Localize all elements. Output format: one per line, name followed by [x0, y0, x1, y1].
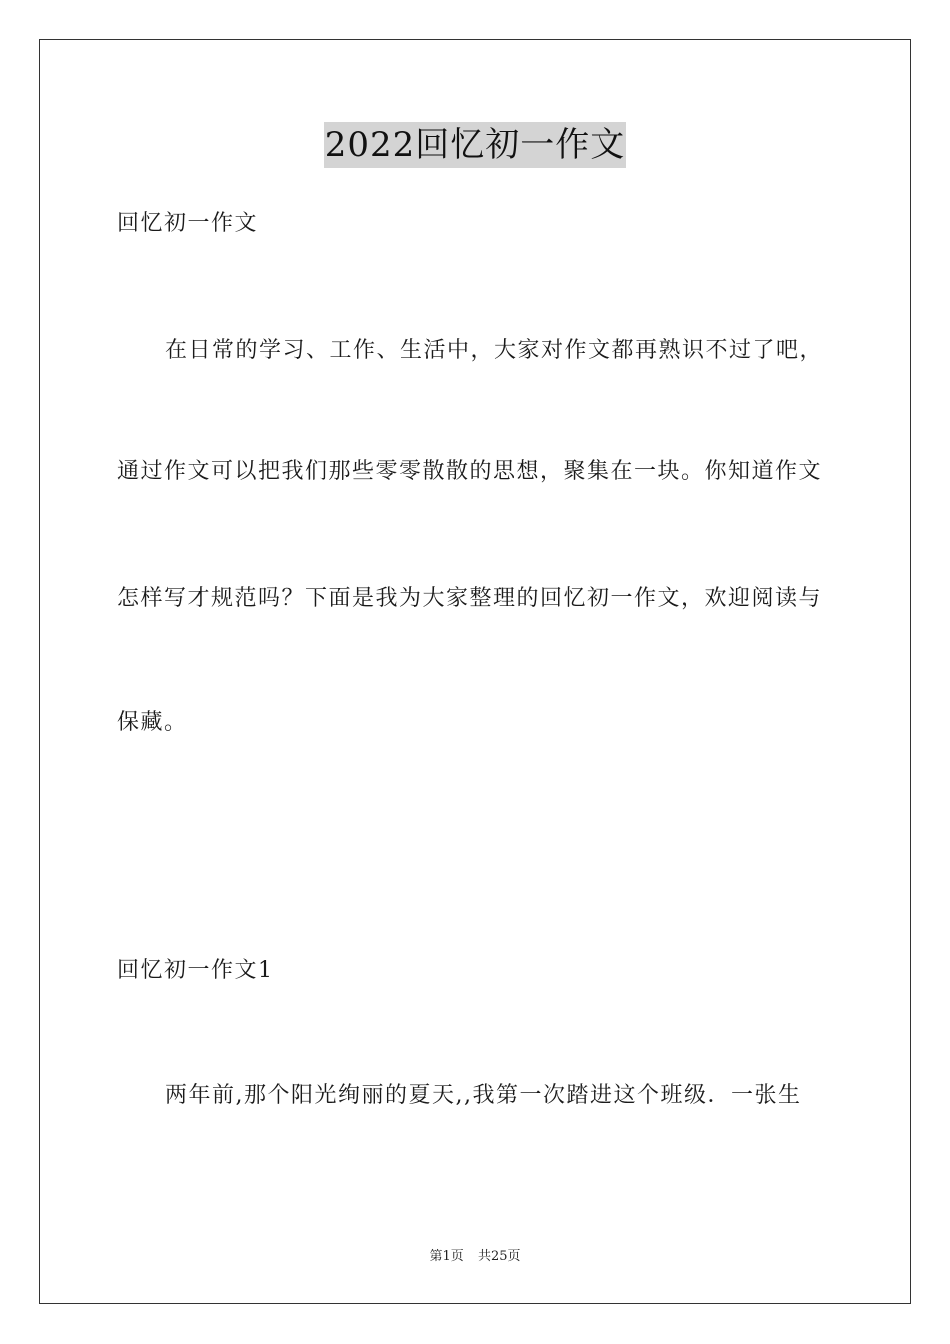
paragraph-line: 怎样写才规范吗？下面是我为大家整理的回忆初一作文，欢迎阅读与 [117, 586, 823, 611]
page-number: 第1页 [429, 1249, 464, 1264]
paragraph-line: 通过作文可以把我们那些零零散散的思想，聚集在一块。你知道作文 [117, 459, 823, 484]
subtitle-line: 回忆初一作文 [117, 211, 259, 236]
paragraph-line: 在日常的学习、工作、生活中，大家对作文都再熟识不过了吧， [165, 338, 824, 363]
paragraph-line: 保藏。 [117, 710, 188, 735]
title-container [0, 122, 950, 168]
section-heading: 回忆初一作文1 [117, 958, 274, 983]
page-total: 共25页 [477, 1249, 521, 1264]
page-footer [0, 1248, 950, 1266]
document-title: 2022回忆初一作文 [324, 122, 627, 168]
paragraph-line: 两年前,那个阳光绚丽的夏天,,我第一次踏进这个班级．一张生 [165, 1083, 802, 1108]
